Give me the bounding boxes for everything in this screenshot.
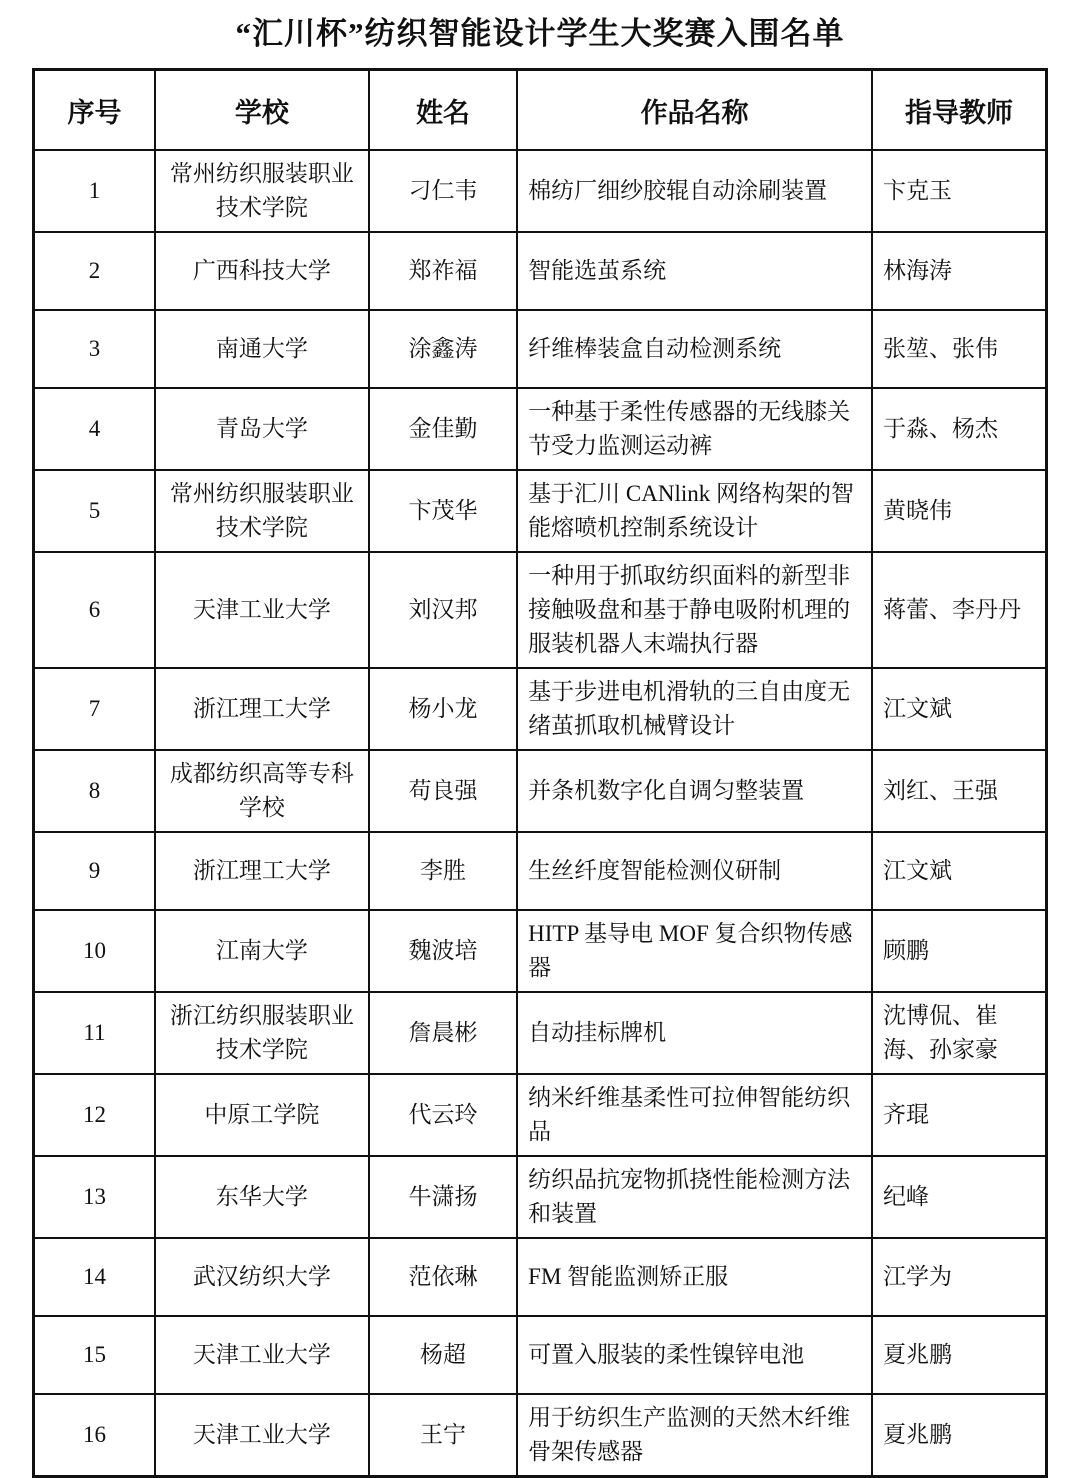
cell-index: 13 bbox=[34, 1156, 155, 1238]
cell-school: 天津工业大学 bbox=[155, 552, 369, 668]
cell-school: 天津工业大学 bbox=[155, 1316, 369, 1394]
cell-advisor: 江文斌 bbox=[872, 832, 1047, 910]
cell-advisor: 齐琨 bbox=[872, 1074, 1047, 1156]
header-row bbox=[34, 70, 1047, 151]
table-row bbox=[34, 992, 1047, 1074]
cell-index: 5 bbox=[34, 470, 155, 552]
cell-work: FM 智能监测矫正服 bbox=[517, 1238, 872, 1316]
cell-index: 16 bbox=[34, 1394, 155, 1477]
cell-name: 范依琳 bbox=[369, 1238, 517, 1316]
cell-advisor: 刘红、王强 bbox=[872, 750, 1047, 832]
cell-name: 杨超 bbox=[369, 1316, 517, 1394]
cell-advisor: 蒋蕾、李丹丹 bbox=[872, 552, 1047, 668]
table-body bbox=[34, 150, 1047, 1477]
cell-work: 用于纺织生产监测的天然木纤维骨架传感器 bbox=[517, 1394, 872, 1477]
header-work: 作品名称 bbox=[517, 70, 872, 151]
cell-name: 代云玲 bbox=[369, 1074, 517, 1156]
cell-name: 牛潇扬 bbox=[369, 1156, 517, 1238]
cell-name: 苟良强 bbox=[369, 750, 517, 832]
cell-advisor: 卞克玉 bbox=[872, 150, 1047, 232]
cell-index: 11 bbox=[34, 992, 155, 1074]
cell-work: 棉纺厂细纱胶辊自动涂刷装置 bbox=[517, 150, 872, 232]
cell-advisor: 张堃、张伟 bbox=[872, 310, 1047, 388]
cell-advisor: 夏兆鹏 bbox=[872, 1394, 1047, 1477]
table-row bbox=[34, 1074, 1047, 1156]
cell-index: 8 bbox=[34, 750, 155, 832]
cell-school: 东华大学 bbox=[155, 1156, 369, 1238]
cell-name: 金佳勤 bbox=[369, 388, 517, 470]
table-row bbox=[34, 552, 1047, 668]
cell-work: HITP 基导电 MOF 复合织物传感器 bbox=[517, 910, 872, 992]
cell-work: 智能选茧系统 bbox=[517, 232, 872, 310]
table-row bbox=[34, 668, 1047, 750]
cell-index: 3 bbox=[34, 310, 155, 388]
cell-index: 10 bbox=[34, 910, 155, 992]
cell-school: 浙江理工大学 bbox=[155, 832, 369, 910]
cell-advisor: 纪峰 bbox=[872, 1156, 1047, 1238]
cell-school: 广西科技大学 bbox=[155, 232, 369, 310]
cell-name: 卞茂华 bbox=[369, 470, 517, 552]
table-header bbox=[34, 70, 1047, 151]
cell-index: 12 bbox=[34, 1074, 155, 1156]
header-advisor: 指导教师 bbox=[872, 70, 1047, 151]
cell-work: 并条机数字化自调匀整装置 bbox=[517, 750, 872, 832]
cell-index: 6 bbox=[34, 552, 155, 668]
cell-name: 郑祚福 bbox=[369, 232, 517, 310]
cell-work: 纤维棒装盒自动检测系统 bbox=[517, 310, 872, 388]
header-name: 姓名 bbox=[369, 70, 517, 151]
cell-advisor: 江文斌 bbox=[872, 668, 1047, 750]
cell-school: 成都纺织高等专科学校 bbox=[155, 750, 369, 832]
cell-school: 江南大学 bbox=[155, 910, 369, 992]
cell-school: 浙江理工大学 bbox=[155, 668, 369, 750]
cell-work: 纺织品抗宠物抓挠性能检测方法和装置 bbox=[517, 1156, 872, 1238]
table-row bbox=[34, 388, 1047, 470]
cell-work: 可置入服装的柔性镍锌电池 bbox=[517, 1316, 872, 1394]
cell-school: 中原工学院 bbox=[155, 1074, 369, 1156]
table-row bbox=[34, 910, 1047, 992]
cell-name: 涂鑫涛 bbox=[369, 310, 517, 388]
cell-work: 基于步进电机滑轨的三自由度无绪茧抓取机械臂设计 bbox=[517, 668, 872, 750]
table-row bbox=[34, 150, 1047, 232]
table-row bbox=[34, 232, 1047, 310]
table-row bbox=[34, 310, 1047, 388]
cell-index: 1 bbox=[34, 150, 155, 232]
cell-work: 一种用于抓取纺织面料的新型非接触吸盘和基于静电吸附机理的服装机器人末端执行器 bbox=[517, 552, 872, 668]
cell-index: 15 bbox=[34, 1316, 155, 1394]
cell-advisor: 于淼、杨杰 bbox=[872, 388, 1047, 470]
cell-advisor: 江学为 bbox=[872, 1238, 1047, 1316]
cell-work: 基于汇川 CANlink 网络构架的智能熔喷机控制系统设计 bbox=[517, 470, 872, 552]
table-row bbox=[34, 470, 1047, 552]
cell-index: 4 bbox=[34, 388, 155, 470]
cell-name: 魏波培 bbox=[369, 910, 517, 992]
cell-school: 天津工业大学 bbox=[155, 1394, 369, 1477]
cell-school: 浙江纺织服装职业技术学院 bbox=[155, 992, 369, 1074]
cell-index: 2 bbox=[34, 232, 155, 310]
cell-advisor: 沈博侃、崔海、孙家豪 bbox=[872, 992, 1047, 1074]
cell-advisor: 顾鹏 bbox=[872, 910, 1047, 992]
cell-work: 自动挂标牌机 bbox=[517, 992, 872, 1074]
cell-school: 南通大学 bbox=[155, 310, 369, 388]
cell-advisor: 黄晓伟 bbox=[872, 470, 1047, 552]
cell-work: 生丝纤度智能检测仪研制 bbox=[517, 832, 872, 910]
cell-school: 青岛大学 bbox=[155, 388, 369, 470]
cell-school: 常州纺织服装职业技术学院 bbox=[155, 470, 369, 552]
cell-work: 一种基于柔性传感器的无线膝关节受力监测运动裤 bbox=[517, 388, 872, 470]
cell-name: 刁仁韦 bbox=[369, 150, 517, 232]
cell-advisor: 夏兆鹏 bbox=[872, 1316, 1047, 1394]
page-title: “汇川杯”纺织智能设计学生大奖赛入围名单 bbox=[235, 16, 845, 51]
table-row bbox=[34, 1394, 1047, 1477]
cell-index: 14 bbox=[34, 1238, 155, 1316]
cell-advisor: 林海涛 bbox=[872, 232, 1047, 310]
cell-name: 詹晨彬 bbox=[369, 992, 517, 1074]
table-row bbox=[34, 1238, 1047, 1316]
cell-work: 纳米纤维基柔性可拉伸智能纺织品 bbox=[517, 1074, 872, 1156]
table-row bbox=[34, 1316, 1047, 1394]
cell-name: 李胜 bbox=[369, 832, 517, 910]
header-index: 序号 bbox=[34, 70, 155, 151]
table-row bbox=[34, 750, 1047, 832]
cell-name: 杨小龙 bbox=[369, 668, 517, 750]
cell-school: 常州纺织服装职业技术学院 bbox=[155, 150, 369, 232]
cell-name: 刘汉邦 bbox=[369, 552, 517, 668]
table-row bbox=[34, 1156, 1047, 1238]
finalists-table bbox=[32, 68, 1048, 1478]
header-school: 学校 bbox=[155, 70, 369, 151]
cell-index: 7 bbox=[34, 668, 155, 750]
cell-school: 武汉纺织大学 bbox=[155, 1238, 369, 1316]
cell-name: 王宁 bbox=[369, 1394, 517, 1477]
cell-index: 9 bbox=[34, 832, 155, 910]
table-row bbox=[34, 832, 1047, 910]
